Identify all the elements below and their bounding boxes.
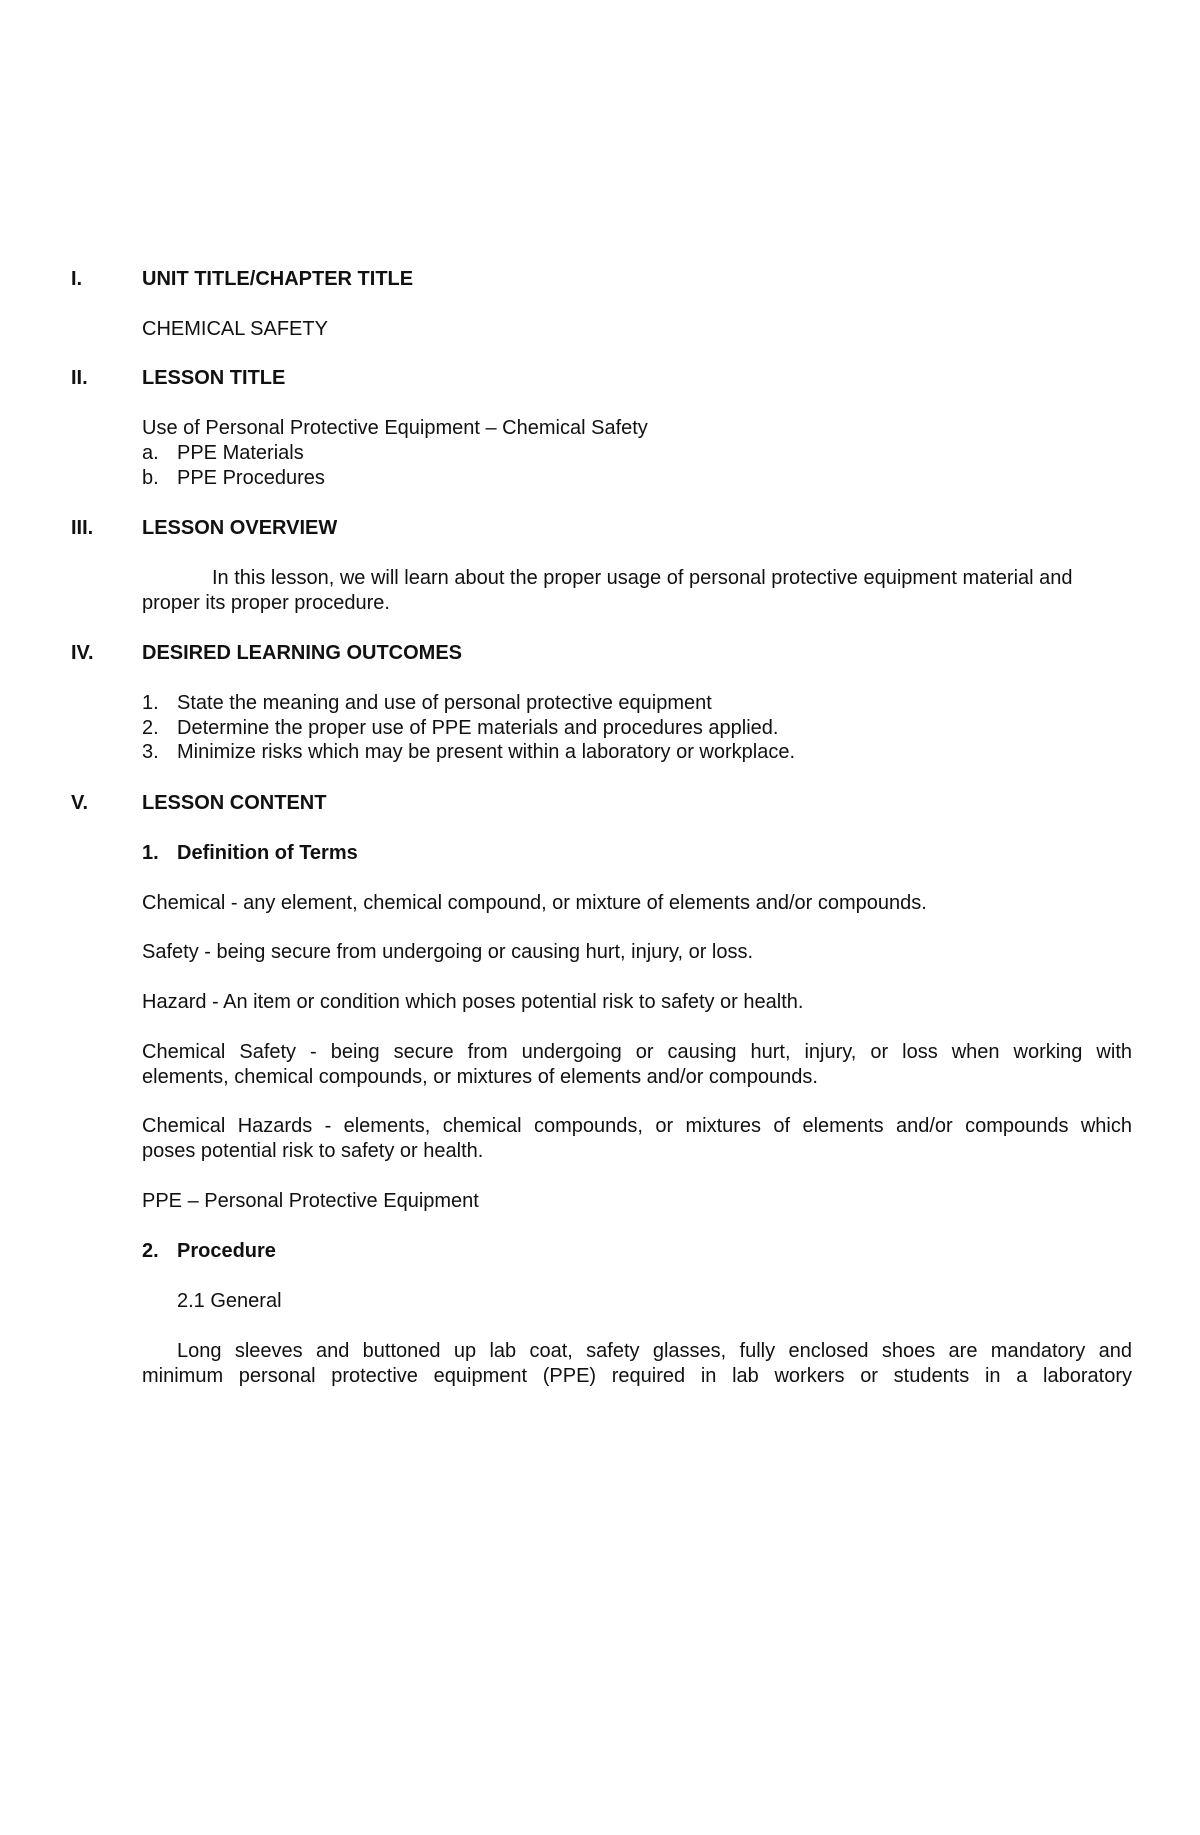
section-number: I. [71, 268, 83, 290]
term-chemical-safety [142, 1040, 1132, 1090]
section-heading-5 [71, 791, 1131, 817]
list-item-text: State the meaning and use of personal protective equipment [177, 692, 712, 714]
subsection-title: Procedure [177, 1240, 276, 1262]
lesson-title-text: Use of Personal Protective Equipment – Chemical Safety [142, 417, 648, 439]
paragraph-line: elements, chemical compounds, or mixtures of elements and/or compounds. [142, 1066, 818, 1088]
list-marker: 2. [142, 717, 159, 739]
term-safety: Safety - being secure from undergoing or causing hurt, injury, or loss. [142, 941, 754, 963]
term-hazard: Hazard - An item or condition which poses potential risk to safety or health. [142, 991, 804, 1013]
subsection-heading-procedure [142, 1239, 1132, 1264]
section-number: IV. [71, 642, 94, 664]
section-title: DESIRED LEARNING OUTCOMES [142, 642, 463, 664]
lesson-title-item [142, 466, 1132, 491]
list-marker: 1. [142, 692, 159, 714]
outcome-item [142, 691, 1132, 716]
subsection-number: 1. [142, 842, 159, 864]
list-marker: 3. [142, 741, 159, 763]
overview-paragraph-line: In this lesson, we will learn about the proper usage of personal protective equipment material and [212, 567, 1073, 589]
paragraph-line: minimum personal protective equipment (PPE) required in lab workers or students in a laboratory [142, 1365, 1132, 1387]
section-heading-1 [71, 267, 1131, 293]
term-ppe: PPE – Personal Protective Equipment [142, 1190, 479, 1212]
list-item-text: Determine the proper use of PPE materials and procedures applied. [177, 717, 779, 739]
list-marker: a. [142, 442, 159, 464]
section-heading-3 [71, 516, 1131, 542]
section-title: LESSON OVERVIEW [142, 517, 338, 539]
general-subheading: 2.1 General [177, 1290, 282, 1312]
section-number: III. [71, 517, 94, 539]
list-marker: b. [142, 467, 159, 489]
section-title: LESSON CONTENT [142, 792, 327, 814]
list-item-text: PPE Procedures [177, 467, 325, 489]
subsection-title: Definition of Terms [177, 842, 358, 864]
subsection-heading-definitions [142, 841, 1132, 866]
general-paragraph [142, 1339, 1132, 1389]
paragraph-line: poses potential risk to safety or health. [142, 1140, 484, 1162]
outcome-item [142, 716, 1132, 741]
section-title: LESSON TITLE [142, 367, 286, 389]
section-number: V. [71, 792, 89, 814]
section-heading-4 [71, 641, 1131, 667]
paragraph-line: Long sleeves and buttoned up lab coat, safety glasses, fully enclosed shoes are mandatory and [177, 1340, 1132, 1362]
section-heading-2 [71, 366, 1131, 392]
paragraph-line: Chemical Hazards - elements, chemical compounds, or mixtures of elements and/or compounds which [142, 1115, 1132, 1137]
overview-paragraph-line: proper its proper procedure. [142, 592, 390, 614]
outcome-item [142, 740, 1132, 765]
list-item-text: PPE Materials [177, 442, 304, 464]
section-title: UNIT TITLE/CHAPTER TITLE [142, 268, 414, 290]
paragraph-line: Chemical Safety - being secure from undergoing or causing hurt, injury, or loss when working with [142, 1041, 1132, 1063]
subsection-number: 2. [142, 1240, 159, 1262]
term-chemical: Chemical - any element, chemical compound, or mixture of elements and/or compounds. [142, 892, 927, 914]
term-chemical-hazards [142, 1114, 1132, 1164]
list-item-text: Minimize risks which may be present within a laboratory or workplace. [177, 741, 796, 763]
lesson-title-item [142, 441, 1132, 466]
section-number: II. [71, 367, 88, 389]
unit-title-text: CHEMICAL SAFETY [142, 318, 328, 340]
